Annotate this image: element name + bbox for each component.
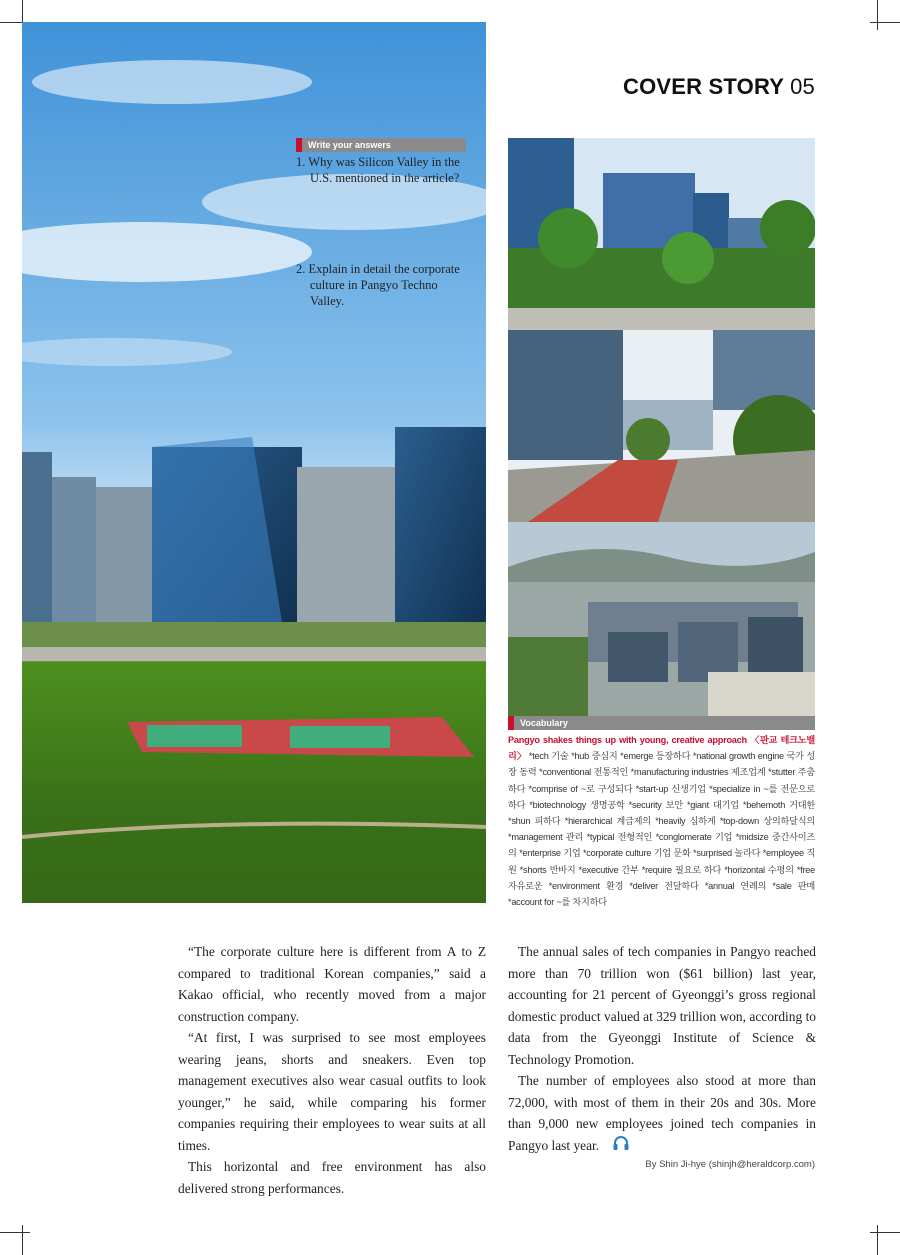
byline: By Shin Ji-hye (shinjh@heraldcorp.com) — [645, 1159, 815, 1170]
article-paragraph-text: The number of employees also stood at more than 72,000, with most of them in their 20s and 30s. More than 9,000 new employees joined tech companies in Pangyo last year. — [508, 1073, 816, 1153]
vocabulary-headline: Pangyo shakes things up with young, creative approach 〈판교 테크노밸리〉 — [508, 735, 815, 762]
write-your-answers-box — [296, 138, 466, 309]
photo-plaza-walkway-illustration — [508, 330, 815, 522]
write-your-answers-tag: Write your answers — [296, 138, 466, 152]
vocabulary-list: *tech 기술 *hub 중심지 *emerge 등장하다 *national growth engine 국가 성장 동력 *conventional 전통적인 *manufacturing industries 제조업계 *stutter 주춤하다 *comprise of ~로 구성되다 *start-up 신생기업 *specialize in ~를 전문으로 하다 *biotechnology 생명공학 *security 보안 *giant 대기업 *behemoth 거대한 *shun 피하다 *hierarchical 계급제의 *heavily 심하게 *top-down 상의하달식의 *management 관리 *typical 전형적인 *conglomerate 기업 *midsize 중간사이즈의 *enterprise 기업 *corporate culture 기업 문화 *surprised 놀라다 *employee 직원 *shorts 반바지 *executive 간부 *require 필요로 하다 *horizontal 수평의 *free 자유로운 *environment 환경 *deliver 전달하다 *annual 연례의 *sale 판매 *account for ~를 차지하다 — [508, 751, 815, 908]
photo-aerial-view — [508, 522, 815, 716]
question-2: 2. Explain in detail the corporate culture in Pangyo Techno Valley. — [296, 262, 460, 308]
question-1: 1. Why was Silicon Valley in the U.S. mentioned in the article? — [296, 155, 460, 185]
page-number: 05 — [790, 74, 815, 99]
headphones-icon — [602, 1135, 630, 1158]
article-paragraph: “The corporate culture here is different from A to Z compared to traditional Korean companies,” said a Kakao official, who recently moved from a major construction company. — [178, 944, 486, 1024]
vocabulary-box — [508, 716, 815, 910]
crop-mark-bottom-right-v — [877, 1225, 878, 1255]
vocabulary-tag: Vocabulary — [508, 716, 815, 730]
article-column-left — [178, 941, 486, 1199]
crop-mark-bottom-right-h — [870, 1232, 900, 1233]
article-paragraph: This horizontal and free environment has also delivered strong performances. — [178, 1159, 486, 1196]
photo-office-buildings-illustration — [508, 138, 815, 330]
article-paragraph — [508, 1070, 816, 1158]
section-header — [623, 74, 815, 100]
crop-mark-bottom-left-v — [22, 1225, 23, 1255]
article-column-right — [508, 941, 816, 1158]
article-paragraph: “At first, I was surprised to see most employees wearing jeans, shorts and sneakers. Even top management executives also wear casual outfits to look younger,” he said, while comparing his former companies requiring their employees to wear suits at all times. — [178, 1030, 486, 1153]
crop-mark-bottom-left-h — [0, 1232, 30, 1233]
crop-mark-top-right-v — [877, 0, 878, 30]
article-paragraph: The annual sales of tech companies in Pangyo reached more than 70 trillion won ($61 billion) last year, accounting for 21 percent of Gyeonggi’s gross regional domestic product valued at 329 trillion won, according to data from the Gyeonggi Institute of Science & Technology Promotion. — [508, 944, 816, 1067]
photo-office-buildings — [508, 138, 815, 330]
section-title: COVER STORY — [623, 74, 785, 99]
crop-mark-top-right-h — [870, 22, 900, 23]
vocabulary-text — [508, 732, 815, 910]
photo-plaza-walkway — [508, 330, 815, 522]
photo-aerial-view-illustration — [508, 522, 815, 716]
